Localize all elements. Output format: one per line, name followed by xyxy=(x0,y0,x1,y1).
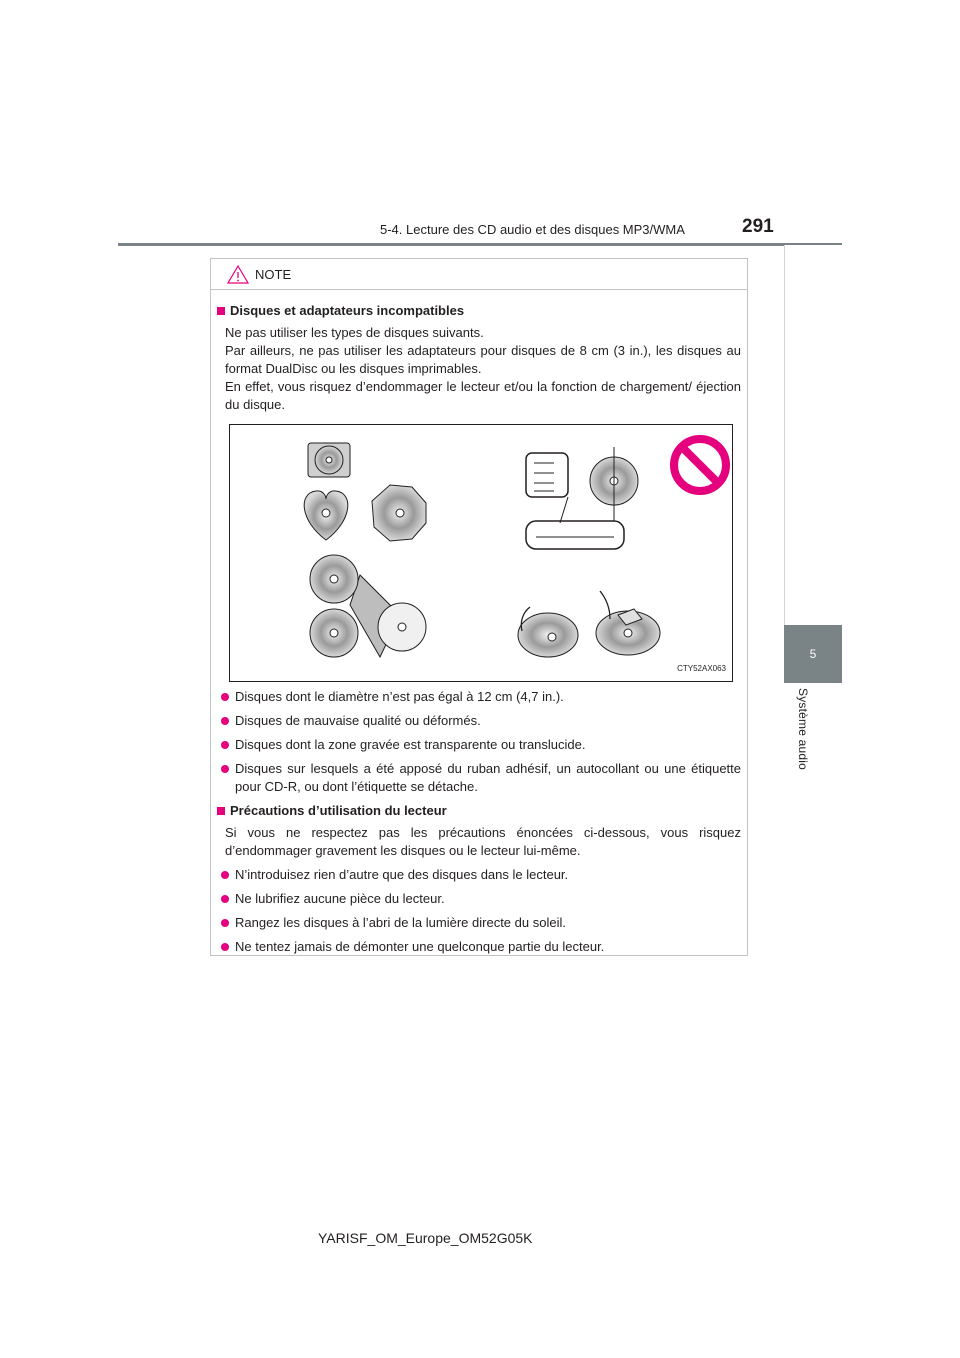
section-title-incompatible xyxy=(217,302,741,320)
paragraph: Si vous ne respectez pas les précautions énoncées ci-dessous, vous risquez d’endommager gravement les disques ou le lecteur lui-même. xyxy=(225,825,741,858)
section-title-precautions xyxy=(217,802,741,820)
paragraph-line: Par ailleurs, ne pas utiliser les adaptateurs pour disques de 8 cm (3 in.), les disques au format DualDisc ou les disques imprimables. xyxy=(225,343,741,376)
section-header: 5-4. Lecture des CD audio et des disques MP3/WMA xyxy=(380,222,685,237)
list-item: Ne lubrifiez aucune pièce du lecteur. xyxy=(217,890,741,908)
note-body xyxy=(211,290,747,956)
chapter-tab[interactable] xyxy=(784,625,842,683)
page-number: 291 xyxy=(742,216,774,237)
paragraph-line: En effet, vous risquez d’endommager le lecteur et/ou la fonction de chargement/ éjection du disque. xyxy=(225,379,741,412)
list-item: N’introduisez rien d’autre que des disques dans le lecteur. xyxy=(217,866,741,884)
octagon-disc-icon xyxy=(372,485,426,541)
side-strip xyxy=(784,245,843,625)
heart-disc-icon xyxy=(304,491,348,540)
section-title-text: Précautions d’utilisation du lecteur xyxy=(230,803,447,818)
incompatible-discs-illustration xyxy=(229,424,733,682)
square-disc-icon xyxy=(308,443,350,477)
list-item: Disques dont la zone gravée est transparente ou translucide. xyxy=(217,736,741,754)
section-title-text: Disques et adaptateurs incompatibles xyxy=(230,303,465,318)
bullet-dot-icon xyxy=(221,943,229,951)
header-rule xyxy=(118,243,842,246)
list-item: Disques sur lesquels a été apposé du ruban adhésif, un autocollant ou une étiquette pour CD-R, ou dont l’étiquette se détache. xyxy=(217,760,741,796)
figure-code: CTY52AX063 xyxy=(677,664,726,673)
bullet-dot-icon xyxy=(221,765,229,773)
illustration-svg xyxy=(230,425,732,681)
bullet-dot-icon xyxy=(221,895,229,903)
bullet-dot-icon xyxy=(221,871,229,879)
warning-triangle-icon xyxy=(227,265,249,284)
prohibited-icon xyxy=(674,439,726,491)
labeled-discs-icon xyxy=(518,591,660,657)
bullet-dot-icon xyxy=(221,741,229,749)
square-bullet-icon xyxy=(217,307,225,315)
chapter-number: 5 xyxy=(809,647,817,661)
bullet-dot-icon xyxy=(221,693,229,701)
note-header xyxy=(211,259,747,290)
bullet-dot-icon xyxy=(221,919,229,927)
document-code: YARISF_OM_Europe_OM52G05K xyxy=(318,1230,533,1246)
list-item: Ne tentez jamais de démonter une quelconque partie du lecteur. xyxy=(217,938,741,956)
square-bullet-icon xyxy=(217,807,225,815)
bullet-dot-icon xyxy=(221,717,229,725)
note-box xyxy=(210,258,748,956)
list-item: Rangez les disques à l’abri de la lumière directe du soleil. xyxy=(217,914,741,932)
list-item: Disques de mauvaise qualité ou déformés. xyxy=(217,712,741,730)
list-item: Disques dont le diamètre n’est pas égal à 12 cm (4,7 in.). xyxy=(217,688,741,706)
chapter-label: Système audio xyxy=(796,688,810,770)
note-title: NOTE xyxy=(255,266,292,282)
deformed-disc-icon xyxy=(526,447,638,549)
adapter-discs-icon xyxy=(310,555,426,657)
paragraph xyxy=(217,324,741,414)
paragraph-line: Ne pas utiliser les types de disques suivants. xyxy=(225,325,484,340)
